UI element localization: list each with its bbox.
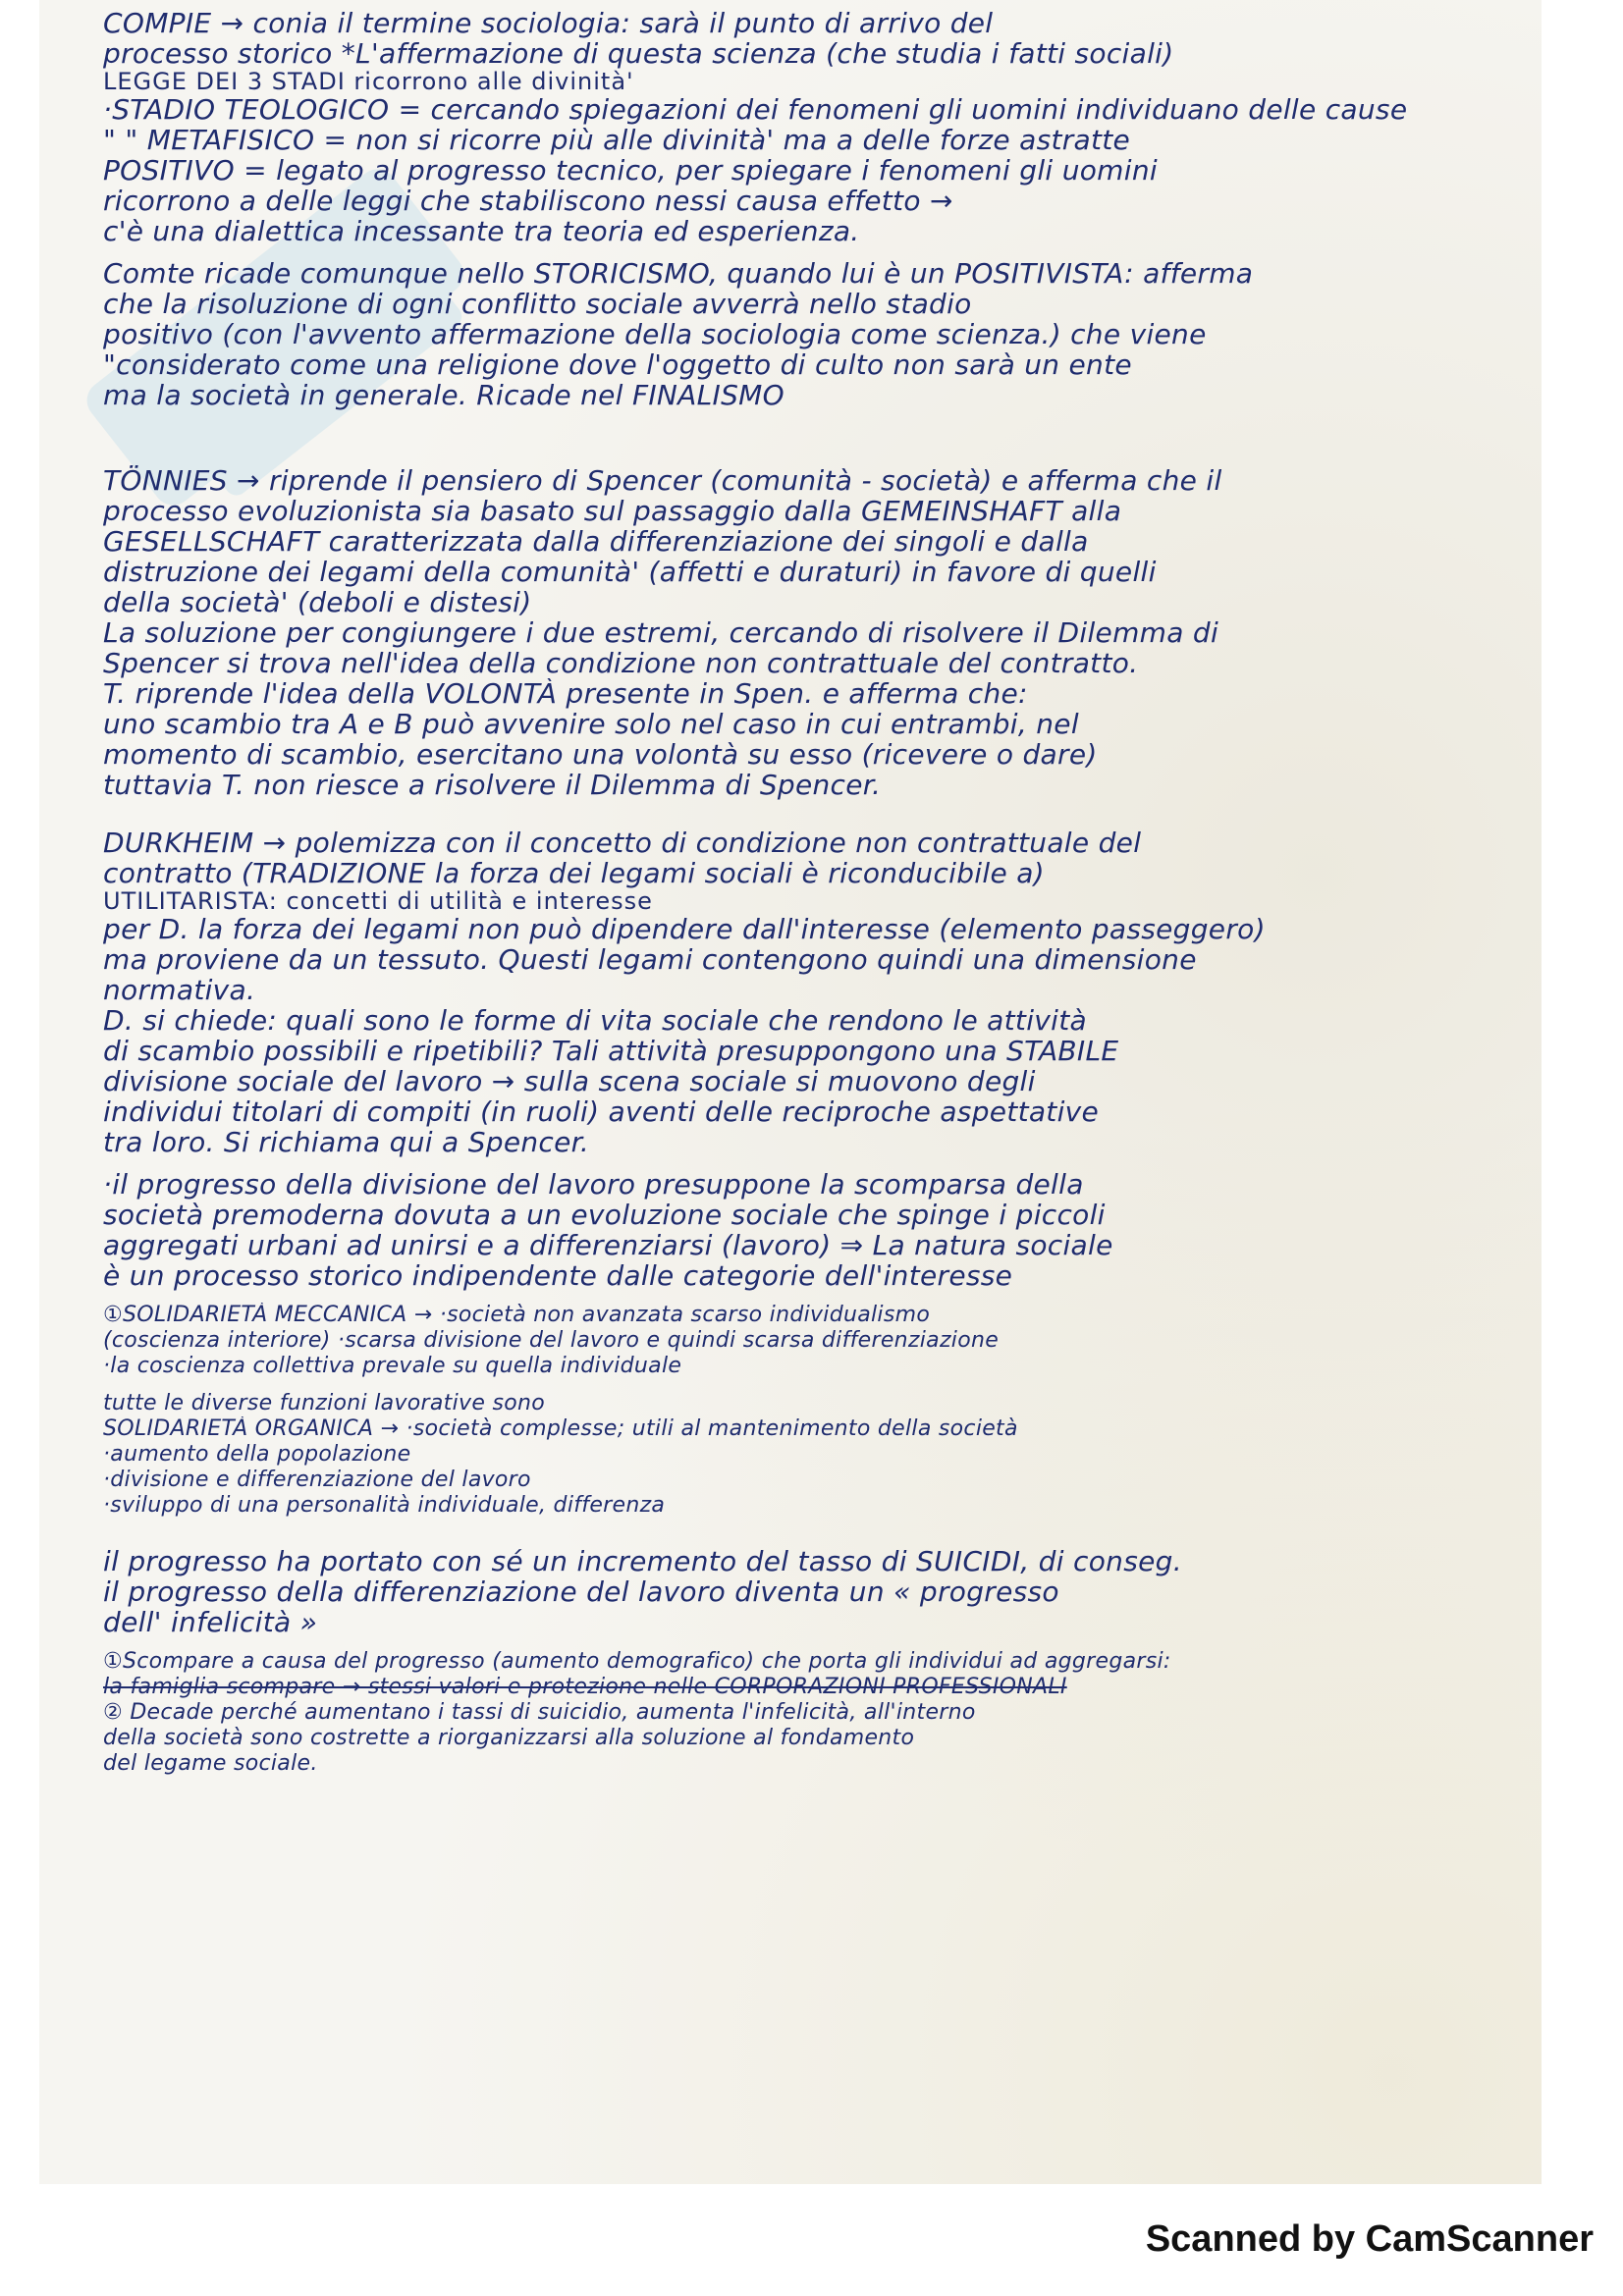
note-line: ·il progresso della divisione del lavoro presuppone la scomparsa della [103,1169,1084,1200]
note-line: divisione sociale del lavoro → sulla scena sociale si muovono degli [103,1066,1036,1096]
note-line: è un processo storico indipendente dalle categorie dell'interesse [103,1260,1013,1291]
note-line: processo evoluzionista sia basato sul passaggio dalla GEMEINSHAFT alla [103,496,1122,526]
note-line: La soluzione per congiungere i due estremi, cercando di risolvere il Dilemma di [103,617,1219,648]
note-line: ·STADIO TEOLOGICO = cercando spiegazioni dei fenomeni gli uomini individuano delle cause [103,94,1408,125]
note-line: ①SOLIDARIETÀ MECCANICA → ·società non avanzata scarso individualismo [103,1303,931,1327]
note-line: COMPIE → conia il termine sociologia: sarà il punto di arrivo del [103,8,994,38]
note-line: DURKHEIM → polemizza con il concetto di condizione non contrattuale del [103,828,1142,858]
note-line: Spencer si trova nell'idea della condizione non contrattuale del contratto. [103,648,1139,678]
note-line: di scambio possibili e ripetibili? Tali attività presuppongono una STABILE [103,1036,1119,1066]
points-section [103,1649,1556,1777]
note-line: distruzione dei legami della comunità' (affetti e duraturi) in favore di quelli [103,557,1157,587]
note-line: c'è una dialettica incessante tra teoria ed esperienza. [103,216,860,246]
note-line: UTILITARISTA: concetti di utilità e interesse [103,888,653,914]
note-line: (coscienza interiore) ·scarsa divisione del lavoro e quindi scarsa differenziazione [103,1328,1000,1353]
note-line: tra loro. Si richiama qui a Spencer. [103,1127,590,1157]
note-line: uno scambio tra A e B può avvenire solo nel caso in cui entrambi, nel [103,709,1079,739]
note-line: società premoderna dovuta a un evoluzione sociale che spinge i piccoli [103,1200,1106,1230]
note-line: dell' infelicità » [103,1607,318,1637]
note-line: della società' (deboli e distesi) [103,587,532,617]
note-line: che la risoluzione di ogni conflitto sociale avverrà nello stadio [103,289,972,319]
suicidi-section [103,1546,1556,1637]
progresso-section [103,1169,1556,1291]
note-line: TÖNNIES → riprende il pensiero di Spencer (comunità - società) e afferma che il [103,465,1222,496]
note-line: per D. la forza dei legami non può dipendere dall'interesse (elemento passeggero) [103,914,1266,944]
solidarieta-organica-section [103,1391,1556,1519]
note-line: contratto (TRADIZIONE la forza dei legami sociali è riconducibile a) [103,858,1045,888]
note-line: aggregati urbani ad unirsi e a differenziarsi (lavoro) ⇒ La natura sociale [103,1230,1113,1260]
note-line: D. si chiede: quali sono le forme di vita sociale che rendono le attività [103,1005,1087,1036]
camscanner-label: Scanned by CamScanner [1145,2218,1594,2260]
note-line: SOLIDARIETÀ ORGANICA → ·società complesse; utili al mantenimento della società [103,1416,1018,1441]
note-line: ② Decade perché aumentano i tassi di suicidio, aumenta l'infelicità, all'interno [103,1700,976,1725]
note-line: della società sono costrette a riorganizzarsi alla soluzione al fondamento [103,1726,915,1750]
tonnies-section [103,465,1556,800]
note-line: Comte ricade comunque nello STORICISMO, quando lui è un POSITIVISTA: afferma [103,258,1254,289]
note-line: ·sviluppo di una personalità individuale, differenza [103,1493,666,1518]
note-line: POSITIVO = legato al progresso tecnico, per spiegare i fenomeni gli uomini [103,155,1158,186]
comte-section [103,8,1556,410]
note-line: "considerato come una religione dove l'oggetto di culto non sarà un ente [103,349,1132,380]
note-line: processo storico *L'affermazione di questa scienza (che studia i fatti sociali) [103,38,1174,69]
scanned-page [39,0,1542,2184]
solidarieta-meccanica-section [103,1303,1556,1379]
note-line: ①Scompare a causa del progresso (aumento demografico) che porta gli individui ad aggregarsi: [103,1649,1171,1674]
note-line: positivo (con l'avvento affermazione della sociologia come scienza.) che viene [103,319,1207,349]
note-line: il progresso della differenziazione del lavoro diventa un « progresso [103,1576,1059,1607]
note-line: tuttavia T. non riesce a risolvere il Dilemma di Spencer. [103,770,882,800]
durkheim-section [103,828,1556,1157]
note-line: ·divisione e differenziazione del lavoro [103,1468,531,1492]
note-line: ma proviene da un tessuto. Questi legami contengono quindi una dimensione [103,944,1197,975]
note-line: normativa. [103,975,256,1005]
handwritten-notes [103,8,1556,1777]
note-line: GESELLSCHAFT caratterizzata dalla differenziazione dei singoli e dalla [103,526,1089,557]
note-line: del legame sociale. [103,1751,318,1776]
note-line: ·la coscienza collettiva prevale su quella individuale [103,1354,682,1378]
note-line: la famiglia scompare → stessi valori e protezione nelle CORPORAZIONI PROFESSIONALI [103,1675,1067,1699]
note-line: tutte le diverse funzioni lavorative sono [103,1391,545,1415]
note-line: ma la società in generale. Ricade nel FINALISMO [103,380,784,410]
note-line: il progresso ha portato con sé un incremento del tasso di SUICIDI, di conseg. [103,1546,1182,1576]
note-line: individui titolari di compiti (in ruoli) aventi delle reciproche aspettative [103,1096,1100,1127]
note-line: ·aumento della popolazione [103,1442,411,1467]
note-line: " " METAFISICO = non si ricorre più alle divinità' ma a delle forze astratte [103,125,1131,155]
note-line: momento di scambio, esercitano una volontà su esso (ricevere o dare) [103,739,1098,770]
note-line: T. riprende l'idea della VOLONTÀ presente in Spen. e afferma che: [103,678,1028,709]
note-line: LEGGE DEI 3 STADI ricorrono alle divinità' [103,69,634,94]
note-line: ricorrono a delle leggi che stabiliscono nessi causa effetto → [103,186,953,216]
